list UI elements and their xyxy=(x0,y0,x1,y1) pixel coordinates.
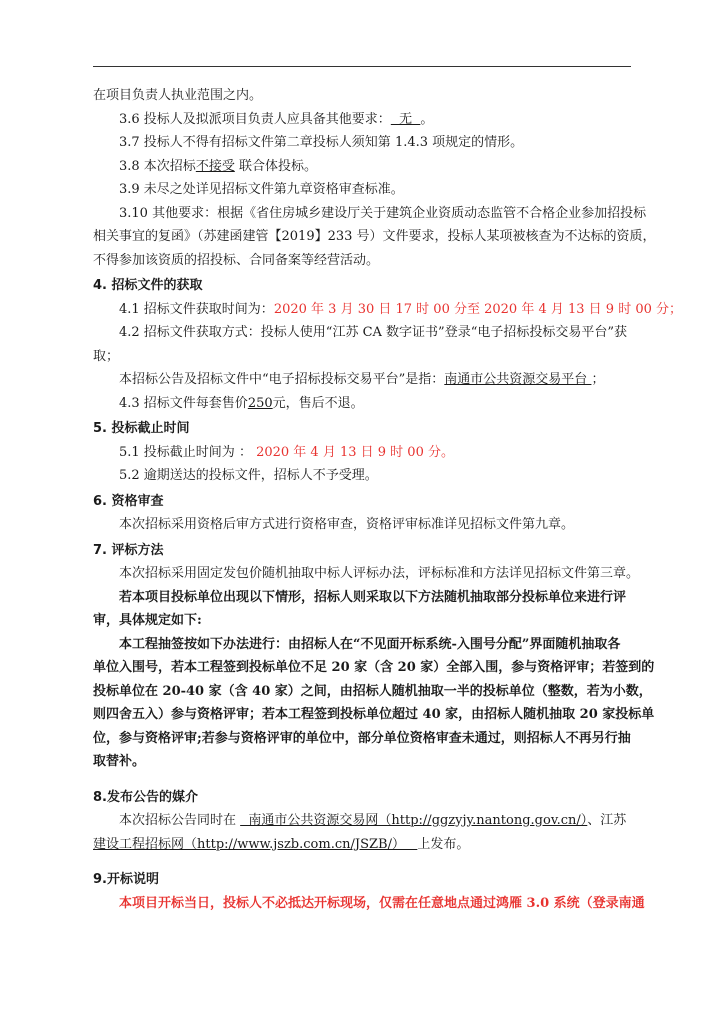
clause-4-2-line2: 取； xyxy=(93,348,120,364)
clause-3-7: 3.7 投标人不得有招标文件第二章投标人须知第 1.4.3 项规定的情形。 xyxy=(119,135,524,150)
section-9-text: 本项目开标当日，投标人不必抵达开标现场，仅需在任意地点通过鸿雁 3.0 系统（登录南通 xyxy=(119,895,645,911)
lottery-rule-line2: 单位入围号，若本工程签到投标单位不足 20 家（含 20 家）全部入围，参与资格评审；若签到的 xyxy=(93,660,655,675)
clause-3-6: 3.6 投标人及拟派项目负责人应具备其他要求： 无 。 xyxy=(119,111,434,127)
clause-3-10-line1: 3.10 其他要求：根据《省住房城乡建设厅关于建筑企业资质动态监管不合格企业参加招投标 xyxy=(119,205,647,221)
clause-3-10-line2: 相关事宜的复函》（苏建函建管【2019】233 号）文件要求，投标人某项被核查为不达标的资质， xyxy=(93,229,656,244)
section-8-line1: 本次招标公告同时在 南通市公共资源交易网（http://ggzyjy.nantong.gov.cn/）、江苏 xyxy=(119,813,627,828)
section-5-heading: 5. 投标截止时间 xyxy=(93,421,190,436)
clause-3-8: 3.8 本次招标不接受 联合体投标。 xyxy=(119,158,317,174)
continued-line: 在项目负责人执业范围之内。 xyxy=(93,88,263,103)
clause-4-2-line1: 4.2 招标文件获取方式：投标人使用“江苏 CA 数字证书”登录“电子招标投标交易平台”获 xyxy=(119,325,627,340)
section-7-rule-line2: 审，具体规定如下: xyxy=(93,613,202,628)
clause-5-1: 5.1 投标截止时间为 ： 2020 年 4 月 13 日 9 时 00 分。 xyxy=(119,444,454,460)
clause-3-9: 3.9 未尽之处详见招标文件第九章资格审查标准。 xyxy=(119,182,404,197)
document-body xyxy=(93,84,683,915)
section-6-heading: 6. 资格审查 xyxy=(93,493,164,509)
clause-3-10-line3: 不得参加该资质的招投标、合同备案等经营活动。 xyxy=(93,252,380,268)
section-7-text: 本次招标采用固定发包价随机抽取中标人评标办法，评标标准和方法详见招标文件第三章。 xyxy=(119,566,640,581)
lottery-rule-line6: 取替补。 xyxy=(93,754,146,769)
clause-5-2: 5.2 逾期送达的投标文件，招标人不予受理。 xyxy=(119,468,378,483)
section-4-heading: 4. 招标文件的获取 xyxy=(93,278,203,293)
platform-line: 本招标公告及招标文件中“电子招标投标交易平台”是指：南通市公共资源交易平台 ； xyxy=(119,372,605,387)
jszb-link[interactable]: 建设工程招标网（http://www.jszb.com.cn/JSZB/） xyxy=(93,836,418,852)
lottery-rule-line3: 投标单位在 20-40 家（含 40 家）之间，由招标人随机抽取一半的投标单位（整数，若为小数， xyxy=(93,683,652,699)
section-7-heading: 7. 评标方法 xyxy=(93,542,164,558)
clause-4-1: 4.1 招标文件获取时间为：2020 年 3 月 30 日 17 时 00 分至 2020 年 4 月 13 日 9 时 00 分； xyxy=(119,301,683,317)
section-9-heading: 9.开标说明 xyxy=(93,872,159,887)
clause-4-3: 4.3 招标文件每套售价250元，售后不退。 xyxy=(119,395,364,411)
lottery-rule-line1: 本工程抽签按如下办法进行：由招标人在“不见面开标系统-入围号分配”界面随机抽取各 xyxy=(119,636,621,652)
section-8-line2: 建设工程招标网（http://www.jszb.com.cn/JSZB/） 上发布。 xyxy=(93,836,470,852)
section-6-text: 本次招标采用资格后审方式进行资格审查，资格评审标准详见招标文件第九章。 xyxy=(119,517,575,532)
lottery-rule-line4: 则四舍五入）参与资格评审；若本工程签到投标单位超过 40 家，由招标人随机抽取 20 家投标单 xyxy=(93,707,655,722)
section-7-rule-line1: 若本项目投标单位出现以下情形，招标人则采取以下方法随机抽取部分投标单位来进行评 xyxy=(119,589,627,605)
ntggzy-link[interactable]: 南通市公共资源交易网（http://ggzyjy.nantong.gov.cn/） xyxy=(240,813,588,828)
header-rule xyxy=(93,66,631,67)
section-8-heading: 8.发布公告的媒介 xyxy=(93,789,198,805)
lottery-rule-line5: 位，参与资格评审;若参与资格评审的单位中，部分单位资格审查未通过，则招标人不再另行抽 xyxy=(93,730,631,746)
